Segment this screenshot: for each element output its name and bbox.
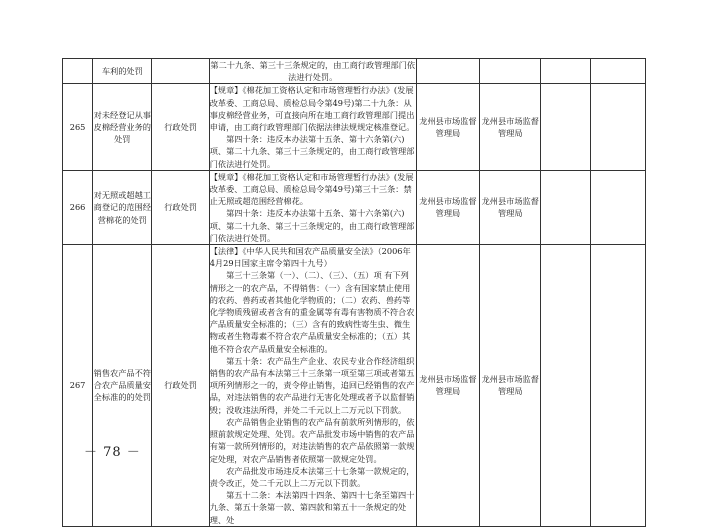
empty-cell (541, 170, 590, 244)
legal-basis-paragraph: 【规章】《棉花加工资格认定和市场管理暂行办法》(发展改革委、工商总局、质检总局令第49号)第二十九条：从事皮棉经营业务，可直接向所在地工商行政管理部门提出申请，由工商行政管理部门依据法律法规规定核准登记。 (209, 85, 415, 133)
power-type-cell: 行政处罚 (152, 245, 209, 527)
row-number-cell: 266 (63, 170, 93, 244)
empty-cell (590, 170, 645, 244)
empty-cell (590, 245, 645, 527)
power-list-table (62, 58, 646, 527)
legal-basis-cell (209, 84, 416, 170)
legal-basis-paragraph: 第三十三条第（一）、（二）、（三）、（五）项 有下列情形之一的农产品，不得销售：（一）含有国家禁止使用的农药、兽药或者其他化学物质的；（二）农药、兽药等化学物质残留或者含有的重金属等有毒有害物质不符合农产品质量安全标准的；（三）含有的致病性寄生虫、微生物或者生物毒素不符合农产品质量安全标准的；（五）其他不符合农产品质量安全标准的。 (209, 270, 415, 354)
legal-basis-paragraph: 农产品批发市场违反本法第三十七条第一款规定的，责令改正，处二千元以上二万元以下罚款。 (209, 465, 415, 488)
table-row (63, 59, 646, 84)
legal-basis-paragraph: 农产品销售企业销售的农产品有前款所列情形的，依照前款规定处理、处罚。农产品批发市场中销售的农产品有第一款所列情形的，对违法销售的农产品依照第一款规定处理，对农产品销售者依照第一款规定处罚。 (209, 416, 415, 464)
table-row (63, 170, 646, 244)
item-name-cell: 对无照或超越工商登记的范围经营棉花的处罚 (93, 170, 152, 244)
legal-basis-cell (209, 59, 416, 84)
responsible-department-cell: 龙州县市场监督管理局 (480, 170, 541, 244)
item-name-cell: 对未经登记从事皮棉经营业务的处罚 (93, 84, 152, 170)
legal-basis-cell (209, 245, 416, 527)
responsible-department-cell: 龙州县市场监督管理局 (480, 245, 541, 527)
implementing-department-cell: 龙州县市场监督管理局 (416, 245, 479, 527)
legal-basis-paragraph: 第二十九条、第三十三条规定的，由工商行政管理部门依法进行处罚。 (210, 60, 416, 83)
power-type-cell: 行政处罚 (152, 170, 209, 244)
row-number-cell: 267 (63, 245, 93, 527)
legal-basis-paragraph: 第四十条：违反本办法第十五条、第十六条第(六)项、第二十九条、第三十三条规定的，由工商行政管理部门依法进行处罚。 (209, 208, 415, 243)
legal-basis-paragraph: 第四十条：违反本办法第十五条、第十六条第(六)项、第二十九条、第三十三条规定的，由工商行政管理部门依法进行处罚。 (209, 134, 415, 169)
item-name-cell: 销售农产品不符合农产品质量安全标准的的处罚 (93, 245, 152, 527)
page-number: － 78 － (84, 445, 141, 460)
empty-cell (590, 84, 645, 170)
empty-cell (541, 59, 590, 84)
responsible-department-cell: 龙州县市场监督管理局 (480, 84, 541, 170)
implementing-department-cell: 龙州县市场监督管理局 (416, 84, 479, 170)
legal-basis-cell (209, 170, 416, 244)
empty-cell (541, 245, 590, 527)
implementing-department-cell: 龙州县市场监督管理局 (416, 170, 479, 244)
legal-basis-paragraph: 第五十条：农产品生产企业、农民专业合作经济组织销售的农产品有本法第三十三条第一项至第三项或者第五项所列情形之一的，责令停止销售，追回已经销售的农产品，对违法销售的农产品进行无害化处理或者予以监督销毁；没收违法所得，并处二千元以上二万元以下罚款。 (209, 355, 415, 415)
item-name-cell: 车利的处罚 (93, 59, 152, 84)
responsible-department-cell (480, 59, 541, 84)
legal-basis-paragraph: 【规章】《棉花加工资格认定和市场管理暂行办法》(发展改革委、工商总局、质检总局令第49号)第三十三条：禁止无照或超范围经营棉花。 (209, 171, 414, 207)
power-type-cell: 行政处罚 (152, 84, 209, 170)
table-row (63, 84, 646, 170)
implementing-department-cell (416, 59, 479, 84)
power-type-cell (152, 59, 209, 84)
legal-basis-paragraph: 第五十二条：本法第四十四条、第四十七条至第四十九条、第五十条第一款、第四款和第五十一条规定的处理、处 (209, 490, 415, 525)
row-number-cell: 265 (63, 84, 93, 170)
legal-basis-paragraph: 【法律】《中华人民共和国农产品质量安全法》（2006年4月29日国家主席令第四十九号） (209, 246, 411, 269)
empty-cell (590, 59, 645, 84)
row-number-cell (63, 59, 93, 84)
table-row (63, 245, 646, 527)
empty-cell (541, 84, 590, 170)
